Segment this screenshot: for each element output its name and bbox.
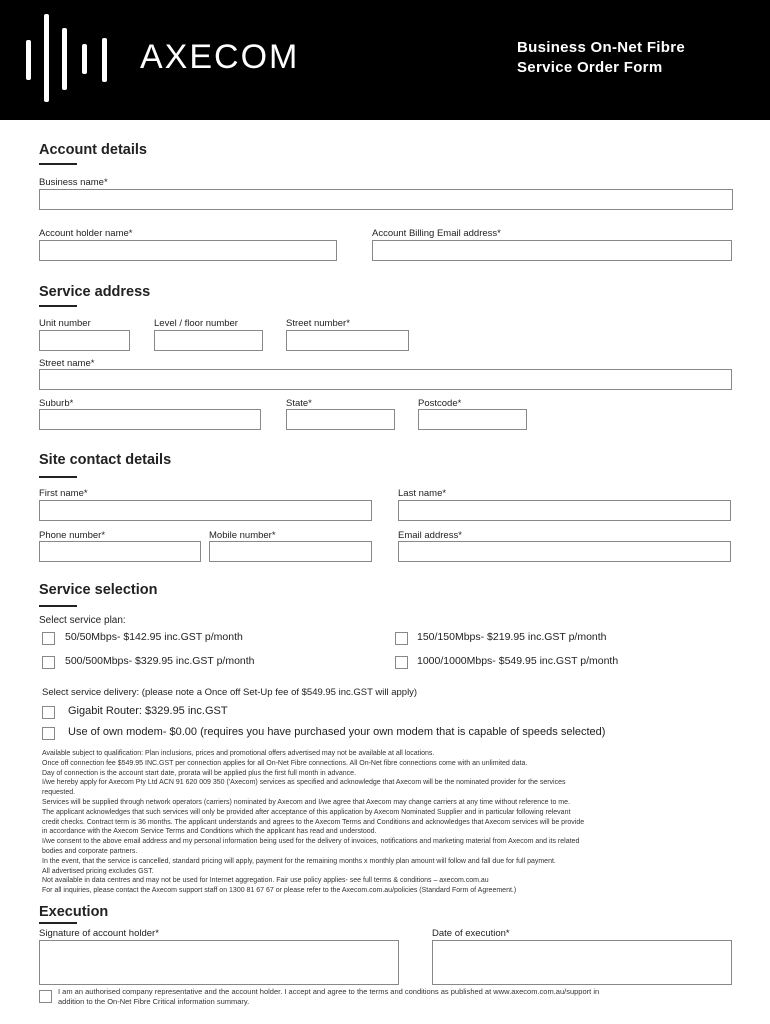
- terms-line: Not available in data centres and may not be used for Internet aggregation. Fair use policy applies- see full terms & conditions – axecom.com.au: [42, 877, 489, 885]
- terms-line: I/we consent to the above email address and my personal information being used for the delivery of invoices, notifications and marketing material from Axecom and its related: [42, 838, 580, 846]
- business-name-input[interactable]: [39, 189, 733, 210]
- form-title-line2: Service Order Form: [517, 59, 663, 76]
- mobile-number-input[interactable]: [209, 541, 372, 562]
- terms-line: Available subject to qualification: Plan inclusions, prices and promotional offers advertised may not be available at all locations.: [42, 750, 435, 757]
- first-name-label: First name*: [39, 488, 88, 499]
- plan-500-checkbox[interactable]: [42, 656, 55, 669]
- signature-label: Signature of account holder*: [39, 928, 159, 939]
- date-of-execution-label: Date of execution*: [432, 928, 510, 939]
- form-title-line1: Business On-Net Fibre: [517, 39, 685, 56]
- terms-line: Day of connection is the account start date, prorata will be applied plus the first full month in advance.: [42, 769, 357, 777]
- phone-number-label: Phone number*: [39, 530, 106, 541]
- signature-field[interactable]: [39, 940, 399, 985]
- street-number-label: Street number*: [286, 318, 350, 329]
- unit-number-input[interactable]: [39, 330, 130, 351]
- plan-150-label: 150/150Mbps- $219.95 inc.GST p/month: [417, 631, 607, 643]
- terms-line: All advertised pricing excludes GST.: [42, 867, 154, 875]
- plan-1000-checkbox[interactable]: [395, 656, 408, 669]
- account-details-title: Account details: [39, 142, 147, 158]
- street-number-input[interactable]: [286, 330, 409, 351]
- suburb-input[interactable]: [39, 409, 261, 430]
- own-modem-label: Use of own modem- $0.00 (requires you have purchased your own modem that is capable of speeds selected): [68, 726, 606, 738]
- billing-email-label: Account Billing Email address*: [372, 228, 501, 239]
- terms-line: Services will be supplied through network operators (carriers) nominated by Axecom and I/we agree that Axecom may change carriers at any time without reference to me.: [42, 798, 570, 806]
- gigabit-router-checkbox[interactable]: [42, 706, 55, 719]
- acknowledgement-checkbox[interactable]: [39, 990, 52, 1003]
- service-selection-title: Service selection: [39, 582, 158, 598]
- terms-line: In the event, that the service is cancelled, standard pricing will apply, payment for the remaining months x monthly plan amount will follow and fall due for full payment.: [42, 857, 556, 865]
- own-modem-checkbox[interactable]: [42, 727, 55, 740]
- date-of-execution-field[interactable]: [432, 940, 732, 985]
- business-name-label: Business name*: [39, 177, 108, 188]
- last-name-label: Last name*: [398, 488, 447, 499]
- terms-line: bodies and corporate partners.: [42, 847, 138, 855]
- section-divider: [39, 163, 77, 165]
- mobile-number-label: Mobile number*: [209, 530, 276, 541]
- form-title: [517, 38, 685, 78]
- section-divider: [39, 605, 77, 607]
- section-divider: [39, 476, 77, 478]
- terms-and-conditions: [42, 749, 742, 896]
- service-address-title: Service address: [39, 284, 151, 300]
- level-floor-input[interactable]: [154, 330, 263, 351]
- state-label: State*: [286, 398, 312, 409]
- suburb-label: Suburb*: [39, 398, 74, 409]
- service-delivery-label: Select service delivery: (please note a Once off Set-Up fee of $549.95 inc.GST will apply): [42, 687, 418, 698]
- site-contact-title: Site contact details: [39, 452, 172, 468]
- billing-email-input[interactable]: [372, 240, 732, 261]
- street-name-label: Street name*: [39, 358, 95, 369]
- postcode-input[interactable]: [418, 409, 527, 430]
- terms-line: in accordance with the Axecom Service Terms and Conditions which the applicant has read and understood.: [42, 828, 377, 836]
- postcode-label: Postcode*: [418, 398, 462, 409]
- terms-line: credit checks. Contract term is 36 months. The applicant understands and agrees to the Axecom Terms and Conditions and acknowledges that Axecom services will be provide: [42, 818, 585, 826]
- page-header: [0, 0, 770, 120]
- plan-50-checkbox[interactable]: [42, 632, 55, 645]
- phone-number-input[interactable]: [39, 541, 201, 562]
- street-name-input[interactable]: [39, 369, 732, 390]
- logo-text: AXECOM: [140, 38, 300, 76]
- email-address-input[interactable]: [398, 541, 731, 562]
- section-divider: [39, 305, 77, 307]
- last-name-input[interactable]: [398, 500, 731, 521]
- terms-line: requested.: [42, 789, 76, 797]
- plan-1000-label: 1000/1000Mbps- $549.95 inc.GST p/month: [417, 655, 619, 667]
- terms-line: The applicant acknowledges that such services will only be provided after acceptance of this application by Axecom Nominated Supplier and in particular following relevant: [42, 808, 571, 816]
- unit-number-label: Unit number: [39, 318, 91, 329]
- select-plan-label: Select service plan:: [39, 615, 126, 626]
- plan-50-label: 50/50Mbps- $142.95 inc.GST p/month: [65, 631, 243, 643]
- acknowledgement-text: [58, 987, 728, 1007]
- section-divider: [39, 922, 77, 924]
- terms-line: For all inquiries, please contact the Axecom support staff on 1300 81 67 67 or please refer to the Axecom.com.au/policies (Standard Form of Agreement.): [42, 887, 517, 895]
- terms-line: Once off connection fee $549.95 INC.GST per connection applies for all On-Net Fibre connections. All On-Net fibre connections come with an unlimited data.: [42, 759, 528, 767]
- first-name-input[interactable]: [39, 500, 372, 521]
- plan-150-checkbox[interactable]: [395, 632, 408, 645]
- state-input[interactable]: [286, 409, 395, 430]
- plan-500-label: 500/500Mbps- $329.95 inc.GST p/month: [65, 655, 255, 667]
- acknowledgement-line2: addition to the On-Net Fibre Critical information summary.: [58, 997, 250, 1006]
- level-floor-label: Level / floor number: [154, 318, 238, 329]
- email-address-label: Email address*: [398, 530, 462, 541]
- gigabit-router-label: Gigabit Router: $329.95 inc.GST: [68, 705, 228, 717]
- acknowledgement-line1: I am an authorised company representative and the account holder. I accept and agree to the terms and conditions as published at www.axecom.com.au/support in: [58, 987, 600, 996]
- account-holder-label: Account holder name*: [39, 228, 133, 239]
- account-holder-input[interactable]: [39, 240, 337, 261]
- terms-line: I/we hereby apply for Axecom Pty Ltd ACN 91 620 009 350 ('Axecom) services as specified and acknowledge that Axecom will be the nominated provider for the services: [42, 779, 566, 787]
- execution-title: Execution: [39, 904, 109, 920]
